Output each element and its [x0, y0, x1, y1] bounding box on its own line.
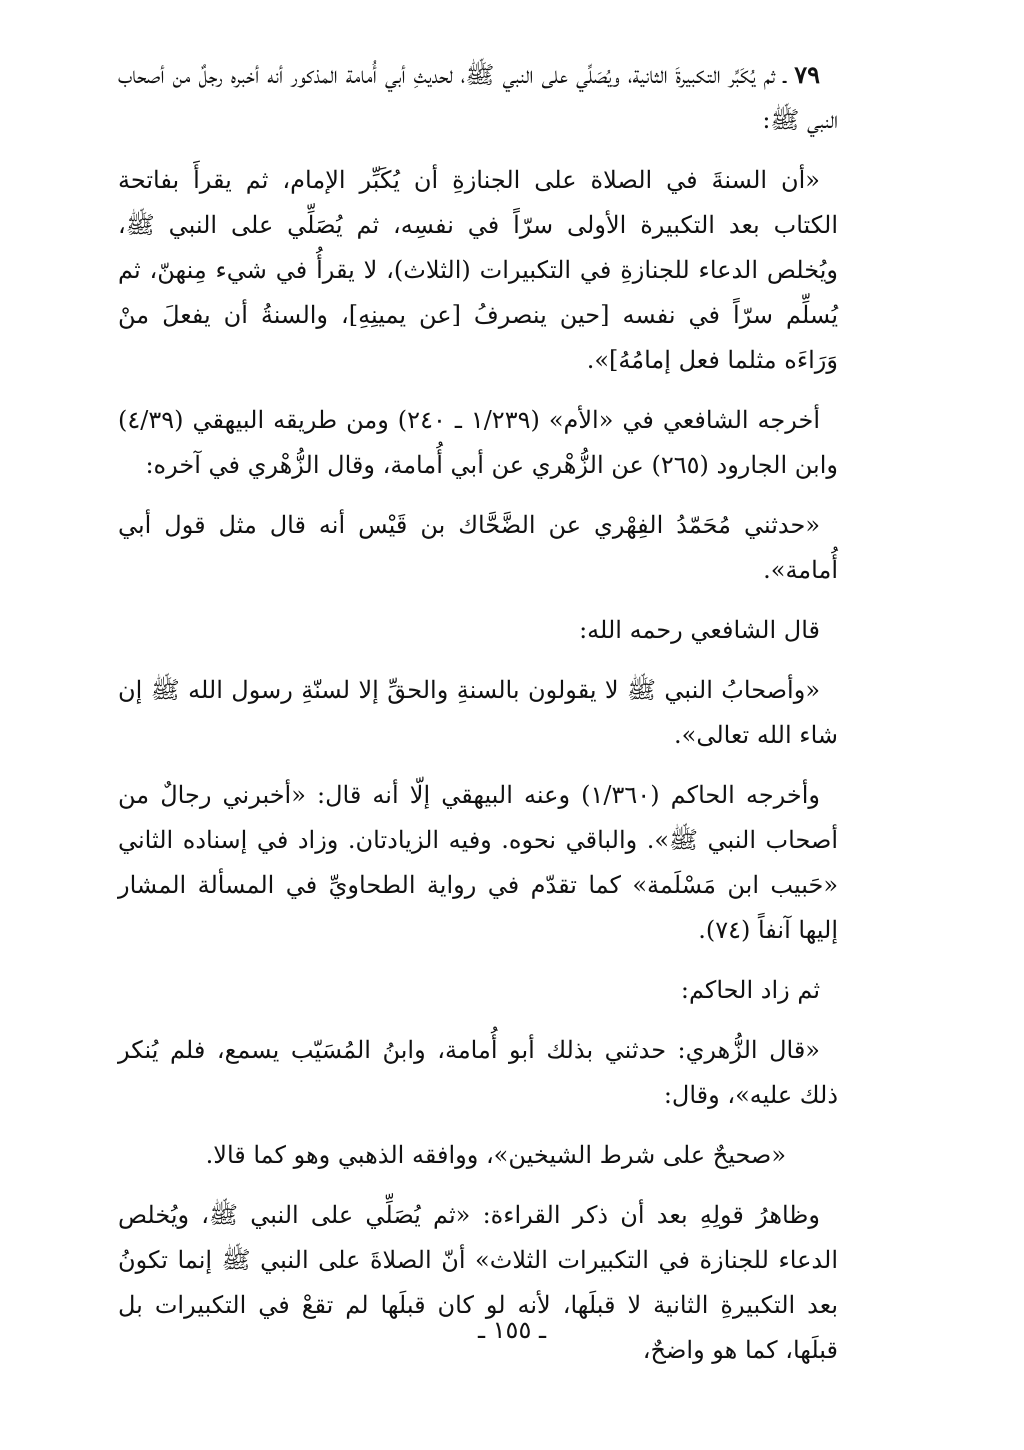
paragraph-79 [118, 52, 838, 143]
shafii-statement-intro: قال الشافعي رحمه الله: [579, 616, 820, 644]
quote-zuhri-hakim: «قال الزُّهري: حدثني بذلك أبو أُمامة، وابنُ المُسَيّب يسمع، فلم يُنكر ذلك عليه»، وقال: [118, 1036, 838, 1109]
hakim-takhrij-paragraph: وأخرجه الحاكم (١/٣٦٠) وعنه البيهقي إلّا أنه قال: «أخبرني رجالٌ من أصحاب النبي ﷺ». والباقي نحوه. وفيه الزيادتان. وزاد في إسناده الثاني «حَبيب ابن مَسْلَمة» كما تقدّم في رواية الطحاويِّ في المسألة المشار إليها آنفاً (٧٤). [118, 781, 838, 944]
item-number: ٧٩ [794, 60, 820, 89]
quoted-hadith: «أن السنةَ في الصلاة على الجنازةِ أن يُكَبِّر الإمام، ثم يقرأَ بفاتحة الكتاب بعد التكبيرة الأولى سرّاً في نفسِه، ثم يُصَلِّي على النبي ﷺ، ويُخلص الدعاء للجنازةِ في التكبيرات (الثلاث)، لا يقرأُ في شيء مِنهنّ، ثم يُسلِّم سرّاً في نفسه [حين ينصرفُ [عن يمينِهِ]، والسنةُ أن يفعلَ منْ وَرَاءَه مثلما فعل إمامُهُ]». [118, 166, 838, 374]
page-number: ـ ١٥٥ ـ [477, 1316, 546, 1344]
page-body [118, 52, 838, 1388]
commentary-paragraph: وظاهرُ قولِهِ بعد أن ذكر القراءة: «ثم يُصَلِّي على النبي ﷺ، ويُخلص الدعاء للجنازة في التكبيرات الثلاث» أنّ الصلاةَ على النبي ﷺ إنما تكونُ بعد التكبيرةِ الثانية لا قبلَها، لأنه لو كان قبلَها لم تقعْ في التكبيرات بل قبلَها، كما هو واضحٌ، [118, 1201, 838, 1364]
quote-zuhri-narration: «حدثني مُحَمّدُ الفِهْري عن الضَّحَّاك بن قَيْس أنه قال مثل قول أبي أُمامة». [118, 511, 838, 584]
takhrij-paragraph: أخرجه الشافعي في «الأم» (١/٢٣٩ ـ ٢٤٠) ومن طريقه البيهقي (٤/٣٩) وابن الجارود (٢٦٥) عن الزُّهْري عن أبي أُمامة، وقال الزُّهْري في آخره: [118, 406, 838, 479]
hakim-addition-intro: ثم زاد الحاكم: [680, 976, 820, 1004]
quote-shafii: «وأصحابُ النبي ﷺ لا يقولون بالسنةِ والحقِّ إلا لسنّةِ رسول الله ﷺ إن شاء الله تعالى». [118, 676, 838, 749]
hakim-verdict: «صحيحٌ على شرط الشيخين»، ووافقه الذهبي وهو كما قالا. [205, 1141, 786, 1169]
paragraph-text: ـ ثم يُكَبِّر التكبيرةَ الثانية، ويُصَلِّي على النبي ﷺ، لحديثِ أبي أُمامة المذكور أنه أخبره رجلٌ من أصحاب النبي ﷺ: [118, 61, 838, 134]
